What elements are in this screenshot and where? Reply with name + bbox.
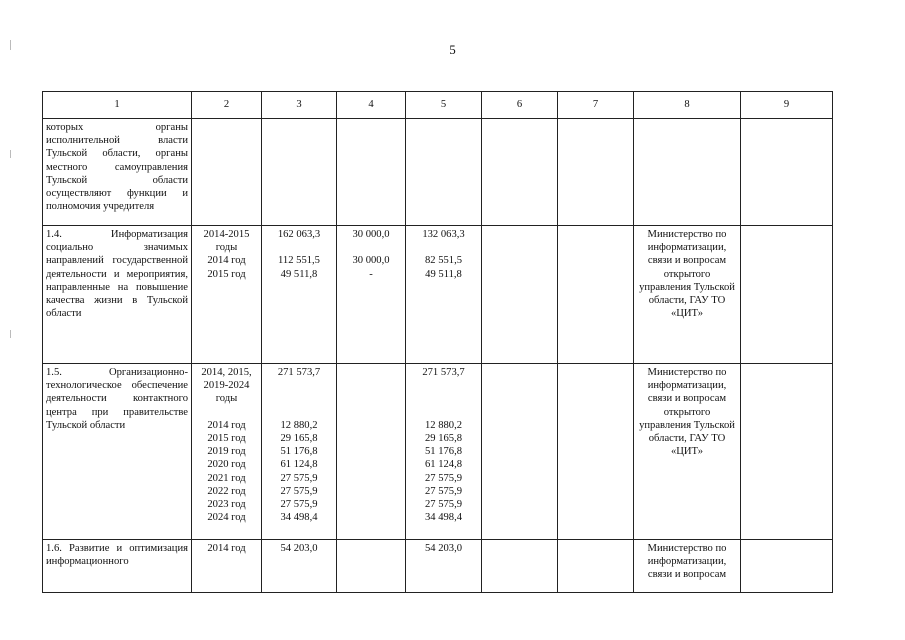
responsible-cell: Министерство по информатизации, связи и вопросам открытого управления Тульской области, ГАУ ТО «ЦИТ»: [634, 364, 741, 540]
column-header: 2: [192, 92, 262, 119]
amount-col7-cell: [558, 364, 634, 540]
amount-col7-cell: [558, 226, 634, 364]
column-header: 5: [406, 92, 482, 119]
col9-cell: [741, 226, 833, 364]
amount-col4-cell: [337, 540, 406, 593]
table-header-row: [43, 92, 833, 119]
activity-name-cell: которых органы исполнительной власти Тульской области, органы местного самоуправления Тульской области осуществляют функции и полномочия учредителя: [43, 119, 192, 226]
amount-col6-cell: [482, 226, 558, 364]
column-header: 7: [558, 92, 634, 119]
amount-col6-cell: [482, 540, 558, 593]
amount-total-cell: 54 203,0: [262, 540, 337, 593]
column-header: 6: [482, 92, 558, 119]
amount-col4-cell: [337, 364, 406, 540]
amount-col5-cell: 271 573,7 12 880,2 29 165,8 51 176,8 61 124,8 27 575,9 27 575,9 27 575,9 34 498,4: [406, 364, 482, 540]
responsible-cell: Министерство по информатизации, связи и вопросам открытого управления Тульской области, ГАУ ТО «ЦИТ»: [634, 226, 741, 364]
column-header: 3: [262, 92, 337, 119]
scan-edge-mark: [10, 150, 11, 158]
responsible-cell: Министерство по информатизации, связи и вопросам: [634, 540, 741, 593]
amount-total-cell: 162 063,3 112 551,5 49 511,8: [262, 226, 337, 364]
period-cell: 2014-2015 годы 2014 год 2015 год: [192, 226, 262, 364]
amount-total-cell: [262, 119, 337, 226]
period-cell: 2014 год: [192, 540, 262, 593]
period-cell: [192, 119, 262, 226]
amount-col5-cell: 54 203,0: [406, 540, 482, 593]
column-header: 9: [741, 92, 833, 119]
table-row: [43, 119, 833, 226]
amount-col4-cell: 30 000,0 30 000,0 -: [337, 226, 406, 364]
amount-col4-cell: [337, 119, 406, 226]
col9-cell: [741, 364, 833, 540]
amount-col7-cell: [558, 119, 634, 226]
amount-col5-cell: [406, 119, 482, 226]
amount-col6-cell: [482, 364, 558, 540]
activity-name-cell: 1.6. Развитие и оптимизация информационного: [43, 540, 192, 593]
scan-edge-mark: [10, 330, 11, 338]
table-row: [43, 364, 833, 540]
page-number: 5: [449, 42, 456, 57]
budget-table: [42, 91, 833, 593]
table-row: [43, 540, 833, 593]
col9-cell: [741, 540, 833, 593]
amount-col7-cell: [558, 540, 634, 593]
amount-col5-cell: 132 063,3 82 551,5 49 511,8: [406, 226, 482, 364]
amount-col6-cell: [482, 119, 558, 226]
responsible-cell: [634, 119, 741, 226]
amount-total-cell: 271 573,7 12 880,2 29 165,8 51 176,8 61 124,8 27 575,9 27 575,9 27 575,9 34 498,4: [262, 364, 337, 540]
col9-cell: [741, 119, 833, 226]
period-cell: 2014, 2015, 2019-2024 годы 2014 год 2015 год 2019 год 2020 год 2021 год 2022 год 2023 год 2024 год: [192, 364, 262, 540]
table-row: [43, 226, 833, 364]
activity-name-cell: 1.5. Организационно-технологическое обеспечение деятельности контактного центра при правительстве Тульской области: [43, 364, 192, 540]
column-header: 4: [337, 92, 406, 119]
column-header: 8: [634, 92, 741, 119]
activity-name-cell: 1.4. Информатизация социально значимых направлений государственной деятельности и мероприятия, направленные на повышение качества жизни в Тульской области: [43, 226, 192, 364]
scan-edge-mark: [10, 40, 11, 50]
column-header: 1: [43, 92, 192, 119]
